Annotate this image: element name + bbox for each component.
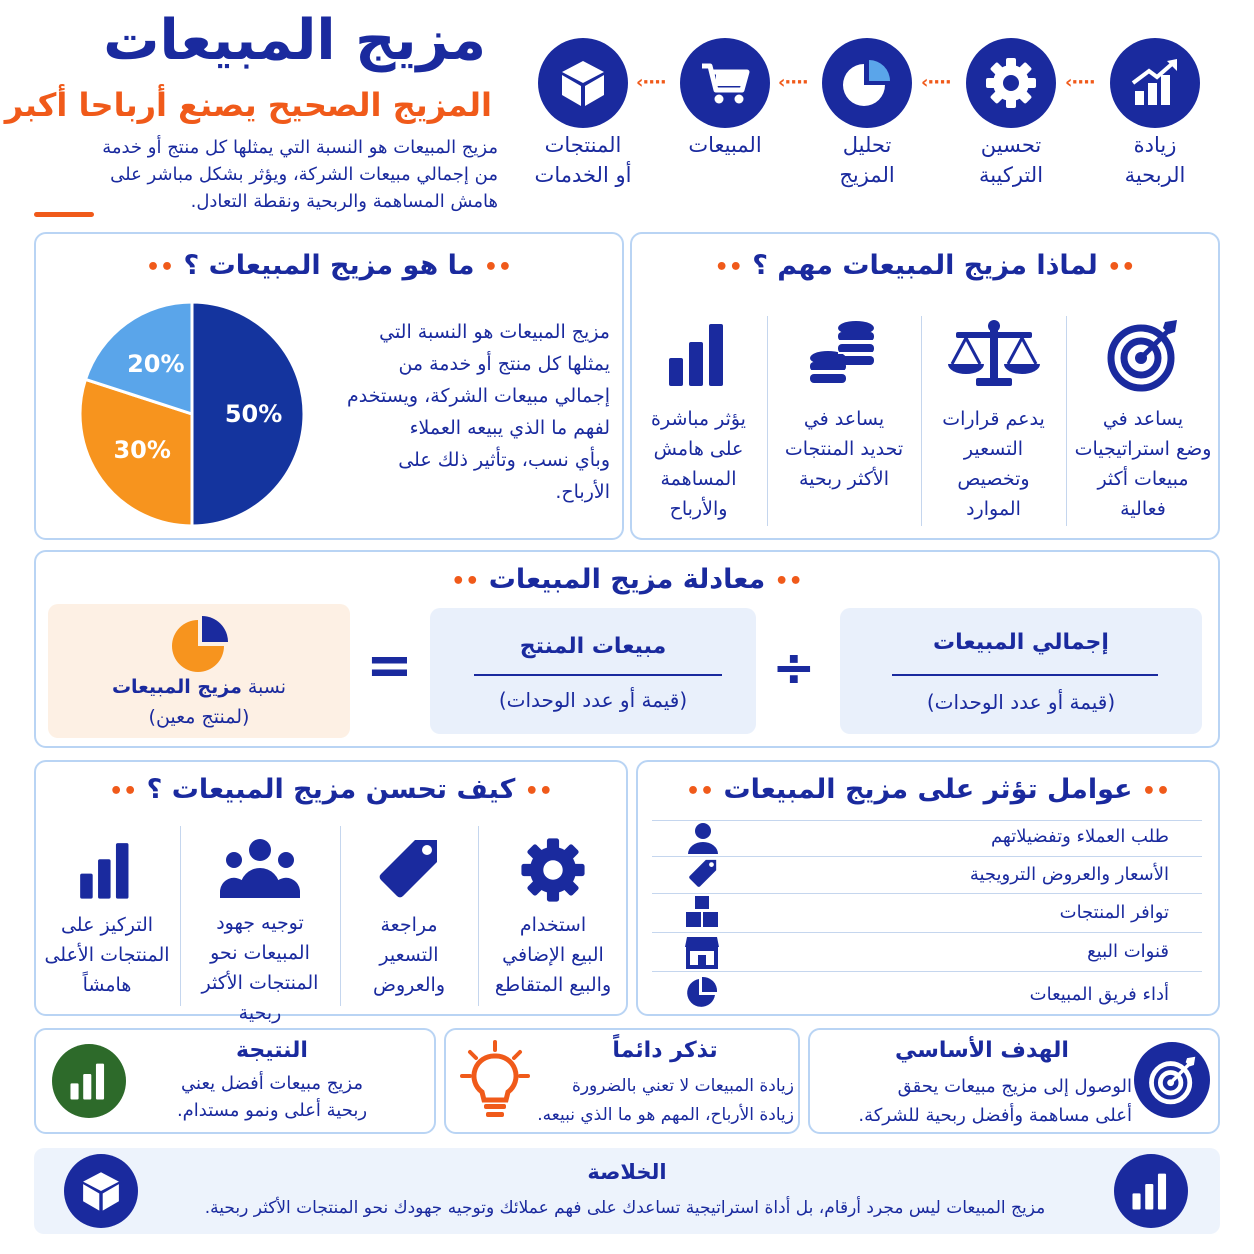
growth-chart-icon <box>1127 55 1183 111</box>
improve-item-upsell: استخدام البيع الإضافي والبيع المتقاطع <box>478 836 628 1000</box>
accent-line <box>34 212 94 217</box>
divider <box>652 893 1202 894</box>
goal-text: الوصول إلى مزيج مبيعات يحقق أعلى مساهمة وأفضل ربحية للشركة. <box>858 1076 1132 1126</box>
divide-sign: ÷ <box>772 638 816 698</box>
intro-text: مزيج المبيعات هو النسبة التي يمثلها كل منتج أو خدمة من إجمالي مبيعات الشركة، ويؤثر بشكل مباشر على هامش المساهمة والربحية ونقطة التعادل. <box>102 137 498 212</box>
divider <box>652 820 1202 821</box>
improve-title: •• كيف تحسن مزيج المبيعات ؟ •• <box>109 774 553 805</box>
flow-label-profit: زيادة الربحية <box>1124 133 1186 187</box>
sales-mix-pie-chart <box>76 298 308 530</box>
flow-arrow: ····› <box>921 72 951 93</box>
flow-step-optimize <box>966 38 1056 128</box>
factors-title: •• عوامل تؤثر على مزيج المبيعات •• <box>685 774 1171 805</box>
tag-icon <box>686 858 720 890</box>
bar-chart-icon <box>67 1059 111 1103</box>
remember-text: زيادة المبيعات لا تعني بالضرورة زيادة الأرباح، المهم هو ما الذي نبيعه. <box>537 1076 794 1125</box>
store-icon <box>684 935 720 969</box>
divider <box>652 971 1202 972</box>
flow-step-products <box>538 38 628 128</box>
result-title: النتيجة <box>236 1038 308 1063</box>
flow-label-products: المنتجات أو الخدمات <box>534 133 632 187</box>
gear-icon <box>519 836 587 904</box>
equation-title: •• معادلة مزيج المبيعات •• <box>451 564 803 595</box>
why-item-strategy: يساعد في وضع استراتيجيات مبيعات أكثر فعالية <box>1066 316 1220 524</box>
bar-chart-icon <box>73 836 141 904</box>
flow-step-profit <box>1110 38 1200 128</box>
remember-title: تذكر دائماً <box>612 1038 718 1063</box>
goal-icon-circle <box>1134 1042 1210 1118</box>
main-title: مزيج المبيعات <box>103 8 486 73</box>
equals-sign: = <box>366 633 413 698</box>
person-icon <box>686 822 720 854</box>
product-sales-box: مبيعات المنتج (قيمة أو عدد الوحدات) <box>430 608 756 734</box>
improve-item-high-margin: التركيز على المنتجات الأعلى هامشاً <box>34 836 180 1000</box>
flow-arrow: ····› <box>636 72 666 93</box>
factor-pricing: الأسعار والعروض الترويجية <box>969 864 1169 885</box>
scale-icon <box>946 316 1042 392</box>
what-is-title: •• ما هو مزيج المبيعات ؟ •• <box>146 250 512 281</box>
improve-item-focus-team: توجيه جهود المبيعات نحو المنتجات الأكثر ربحية <box>180 836 340 1028</box>
coins-icon <box>806 316 882 392</box>
flow-step-analysis <box>822 38 912 128</box>
summary-text: مزيج المبيعات ليس مجرد أرقام، بل أداة استراتيجية تساعدك على فهم عملائك وتوجيه جهودك نحو المنتجات الأكثر ربحية. <box>204 1198 1046 1218</box>
divider <box>652 856 1202 857</box>
flow-label-sales: المبيعات <box>688 133 762 157</box>
factor-sales-team: أداء فريق المبيعات <box>1029 984 1169 1005</box>
factor-channels: قنوات البيع <box>1087 941 1169 962</box>
factor-customer-demand: طلب العملاء وتفضيلاتهم <box>990 826 1169 847</box>
result-icon-circle <box>52 1044 126 1118</box>
result-box: نسبة مزيج المبيعات (لمنتج معين) <box>48 604 350 738</box>
tag-icon <box>375 836 443 904</box>
improve-item-pricing: مراجعة التسعير والعروض <box>340 836 478 1000</box>
goal-title: الهدف الأساسي <box>895 1038 1069 1063</box>
flow-step-sales <box>680 38 770 128</box>
why-title: •• لماذا مزيج المبيعات مهم ؟ •• <box>714 250 1136 281</box>
flow-label-analysis: تحليل المزيج <box>839 133 895 187</box>
cube-icon <box>556 56 610 110</box>
flow-arrow: ····› <box>1065 72 1095 93</box>
why-item-pricing: يدعم قرارات التسعير وتخصيص الموارد <box>921 316 1066 524</box>
summary-title: الخلاصة <box>587 1160 667 1184</box>
cart-icon <box>698 56 752 110</box>
pie-icon <box>840 56 894 110</box>
result-text: مزيج مبيعات أفضل يعني ربحية أعلى ونمو مستدام. <box>176 1073 368 1121</box>
target-icon <box>1105 316 1181 392</box>
total-sales-box: إجمالي المبيعات (قيمة أو عدد الوحدات) <box>840 608 1202 734</box>
flow-arrow: ····› <box>778 72 808 93</box>
pie-slice-label: 50% <box>224 400 283 428</box>
pie-slice-label: 30% <box>113 436 171 465</box>
subtitle: المزيج الصحيح يصنع أرباحا أكبر <box>4 86 492 124</box>
pie-slice-label: 20% <box>127 350 185 379</box>
boxes-icon <box>684 895 720 929</box>
what-is-text: مزيج المبيعات هو النسبة التي يمثلها كل منتج أو خدمة من إجمالي مبيعات الشركة، ويستخدم لفهم ما الذي يبيعه العملاء وبأي نسب، وتأثير ذلك على الأرباح. <box>346 321 610 503</box>
why-item-profitable: يساعد في تحديد المنتجات الأكثر ربحية <box>767 316 921 494</box>
gear-icon <box>983 55 1039 111</box>
why-item-margin: يؤثر مباشرة على هامش المساهمة والأرباح <box>630 316 767 524</box>
factor-availability: توافر المنتجات <box>1059 902 1169 923</box>
bar-chart-icon <box>661 316 737 392</box>
team-icon <box>218 836 302 902</box>
target-icon <box>1146 1054 1198 1106</box>
pie-icon <box>684 976 718 1010</box>
divider <box>652 932 1202 933</box>
flow-label-optimize: تحسين التركيبة <box>978 133 1044 187</box>
pie-icon <box>168 614 234 674</box>
